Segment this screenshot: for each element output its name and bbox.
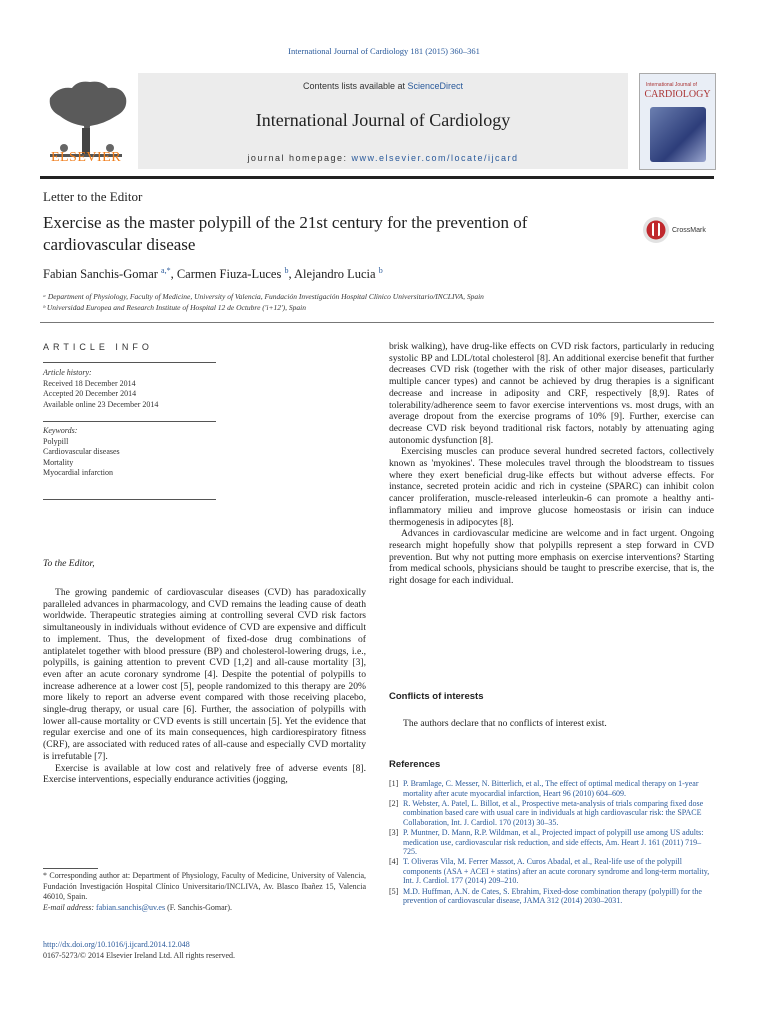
conflicts-text: The authors declare that no conflicts of interest exist. <box>403 718 607 729</box>
reference-item[interactable] <box>389 887 714 906</box>
keyword: Myocardial infarction <box>43 468 113 477</box>
corresponding-author-footnote <box>43 871 366 913</box>
reference-item[interactable] <box>389 828 714 857</box>
body-paragraph: The growing pandemic of cardiovascular diseases (CVD) has paradoxically paralleled advances in pharmacology, and CVD remains the leading cause of death worldwide. Therapeutic strategies aiming at controlling several CVD risk factors simultaneously in individuals without evidence of CVD are expensive and difficult to implement. Thus, the development of fixed-dose drug combinations of antiplatelet together with blood pressure (BP) and cholesterol-lowering drugs, i.e., polypills, is gaining attention to prevent CVD [1,2] and all-cause mortality [3], even after an acute coronary syndrome [4]. Despite the potential of polypills to increase adherence at a lower cost [5], people randomized to this therapy are 20% more likely to report an adverse event compared with those receiving placebo, single-drug therapy, or usual care [6]. Further, the association of polypills with lower all-cause mortality or CVD events is still uncertain [5]. Yet the evidence that regular exercise and one of its main consequences, high cardiorespiratory fitness (CRF), are associated with reduced rates of all-cause and especially CVD mortality is irrefutable [7]. <box>43 587 366 762</box>
reference-item[interactable] <box>389 779 714 798</box>
author-affiliation-marker[interactable]: b <box>284 266 289 275</box>
article-info-bottom-rule <box>43 499 216 500</box>
keywords-label: Keywords: <box>43 426 78 435</box>
reference-number: [1] <box>389 779 399 788</box>
reference-number: [2] <box>389 798 399 808</box>
history-online: Available online 23 December 2014 <box>43 399 159 409</box>
header-divider <box>40 176 714 179</box>
history-received: Received 18 December 2014 <box>43 378 136 388</box>
article-title: Exercise as the master polypill of the 21st century for the prevention of cardiovascular disease <box>43 213 528 254</box>
reference-item[interactable] <box>389 799 714 828</box>
article-info-heading: ARTICLE INFO <box>43 342 153 352</box>
cover-subtitle: International Journal of <box>646 82 697 88</box>
article-history <box>43 368 158 410</box>
reference-number: [3] <box>389 827 399 837</box>
salutation: To the Editor, <box>43 558 95 569</box>
reference-text[interactable]: P. Muntner, D. Mann, R.P. Wildman, et al., Projected impact of polypill use among US adults: medication use, cardiovascular risk reduction, and side effects, Am. Heart J. 161 (2011) 719–725. <box>403 827 704 857</box>
body-paragraph: Exercise is available at low cost and relatively free of adverse events [8]. Exercise interventions, especially endurance activities (jogging, <box>43 762 366 786</box>
article-section-type: Letter to the Editor <box>43 189 143 204</box>
body-paragraph: Advances in cardiovascular medicine are welcome and in fact urgent. Ongoing research might hopefully show that polypills represent a step forward in CVD prevention. But why not putting more emphasis on exercise interventions? Starting from medical schools, physicians should be taught to prescribe exercise, that is, the right dosage for each individual. <box>389 528 714 587</box>
reference-text[interactable]: T. Oliveras Vila, M. Ferrer Massot, A. Curos Abadal, et al., Real-life use of the polypill components (ASA + ACEI + statins) after an acute coronary syndrome and long-term mortality, Int. J. Cardiol. 177 (2014) 209–210. <box>403 857 710 886</box>
history-accepted: Accepted 20 December 2014 <box>43 389 137 398</box>
article-info-rule <box>43 362 216 363</box>
journal-title: International Journal of Cardiology <box>255 110 511 130</box>
journal-cover-image[interactable] <box>639 73 716 170</box>
right-column-text <box>389 341 714 587</box>
footnote-rule <box>43 868 98 869</box>
keyword: Mortality <box>43 457 74 467</box>
keyword: Polypill <box>43 436 69 446</box>
email-link[interactable]: fabian.sanchis@uv.es <box>96 902 166 912</box>
left-column-text <box>43 587 366 786</box>
journal-citation[interactable]: International Journal of Cardiology 181 (2015) 360–361 <box>288 46 480 56</box>
author-name: Carmen Fiuza-Luces <box>176 267 282 282</box>
reference-item[interactable] <box>389 857 714 886</box>
issn-copyright: 0167-5273/© 2014 Elsevier Ireland Ltd. All rights reserved. <box>43 951 236 960</box>
conflicts-heading: Conflicts of interests <box>389 691 484 702</box>
doi-link[interactable]: http://dx.doi.org/10.1016/j.ijcard.2014.12.048 <box>43 940 190 949</box>
affiliation-b: ᵇ Universidad Europea and Research Institute of Hospital 12 de Octubre ('i+12'), Spain <box>43 303 306 312</box>
homepage-prefix: journal homepage: <box>247 153 352 163</box>
reference-number: [5] <box>389 886 399 896</box>
cover-title: CARDIOLOGY <box>644 89 711 100</box>
cover-illustration <box>650 107 706 162</box>
keyword: Cardiovascular diseases <box>43 447 120 456</box>
corresponding-text: * Corresponding author at: Department of Physiology, Faculty of Medicine, University of Valencia, Fundación Investigación Hospital Clínico Universitario/INCLIVA, Av. Blasco Ibañez 15, Valencia 46010, Spain. <box>43 871 366 901</box>
homepage-link[interactable]: www.elsevier.com/locate/ijcard <box>351 153 519 163</box>
author-list: Fabian Sanchis-Gomar $^{a,*}$, Carmen Fiuza-Luces $^b$, Alejandro Lucia $^b$ <box>43 266 383 282</box>
reference-text[interactable]: M.D. Huffman, A.N. de Cates, S. Ebrahim, Fixed-dose combination therapy (polypill) for the prevention of cardiovascular disease, JAMA 312 (2014) 2030–2031. <box>403 886 702 906</box>
author-affiliation-marker[interactable]: b <box>378 266 383 275</box>
contents-prefix: Contents lists available at <box>302 81 408 91</box>
history-label: Article history: <box>43 368 92 377</box>
email-suffix: (F. Sanchis-Gomar). <box>165 902 232 912</box>
reference-text[interactable]: P. Bramlage, C. Messer, N. Bitterlich, et al., The effect of optimal medical therapy on 1-year mortality after acute myocardial infarction, Heart 96 (2010) 604–609. <box>403 779 699 798</box>
reference-list <box>389 779 714 906</box>
elsevier-wordmark: ELSEVIER <box>50 150 122 165</box>
sciencedirect-link[interactable]: ScienceDirect <box>407 81 464 91</box>
affiliation-divider <box>40 322 714 323</box>
crossmark-label[interactable]: CrossMark <box>672 227 706 234</box>
references-heading: References <box>389 759 441 770</box>
affiliation-a: ᵃ Department of Physiology, Faculty of Medicine, University of Valencia, Fundación Investigación Hospital Clínico Universitario/INCLIVA, Spain <box>43 292 484 301</box>
keywords-rule <box>43 421 216 422</box>
reference-number: [4] <box>389 857 399 867</box>
author-name: Alejandro Lucia <box>294 267 376 282</box>
email-label: E-mail address: <box>43 902 97 912</box>
author-name: Fabian Sanchis-Gomar <box>43 267 158 282</box>
contents-line <box>138 81 628 91</box>
body-paragraph: brisk walking), have drug-like effects on CVD risk factors, particularly in reducing systolic BP and LDL/total cholesterol [8]. An additional exercise benefit that further decreases CVD risk (together with the risk of other major diseases, particularly multiple cancer types) and cannot be achieved by drug therapies is a significant decrease and increase in adiposity and CRF, respectively [8,9]. Rates of tolerability/adherence seem to favor exercise interventions vs. most drugs, with an average dropout from the exercise programs of 10% [9]. Further, exercise can decrease CVD risk beyond traditional risk factors, notably by attenuating aging autonomic dysfunction [8]. <box>389 341 714 446</box>
reference-text[interactable]: R. Webster, A. Patel, L. Billot, et al., Prospective meta-analysis of trials comparing fixed dose combination based care with usual care in individuals at high cardiovascular risk: the SPACE Collaboration, Int. J. Cardiol. 170 (2013) 30–35. <box>403 798 704 827</box>
author-affiliation-marker[interactable]: a,* <box>161 266 171 275</box>
keywords-block <box>43 426 120 479</box>
journal-homepage <box>138 153 628 163</box>
body-paragraph: Exercising muscles can produce several hundred secreted factors, collectively known as 'myokines'. These molecules travel through the bloodstream to tissues where they exert beneficial drug-like effects but without adverse effects. For instance, secreted protein acidic and rich in cysteine (SPARC) can inhibit colon cancer proliferation, muscle-released interleukin-6 can promote a healthy anti-inflammatory milieu and improve glucose homeostasis or irisin can induce thermogenesis in adipocytes [8]. <box>389 446 714 528</box>
